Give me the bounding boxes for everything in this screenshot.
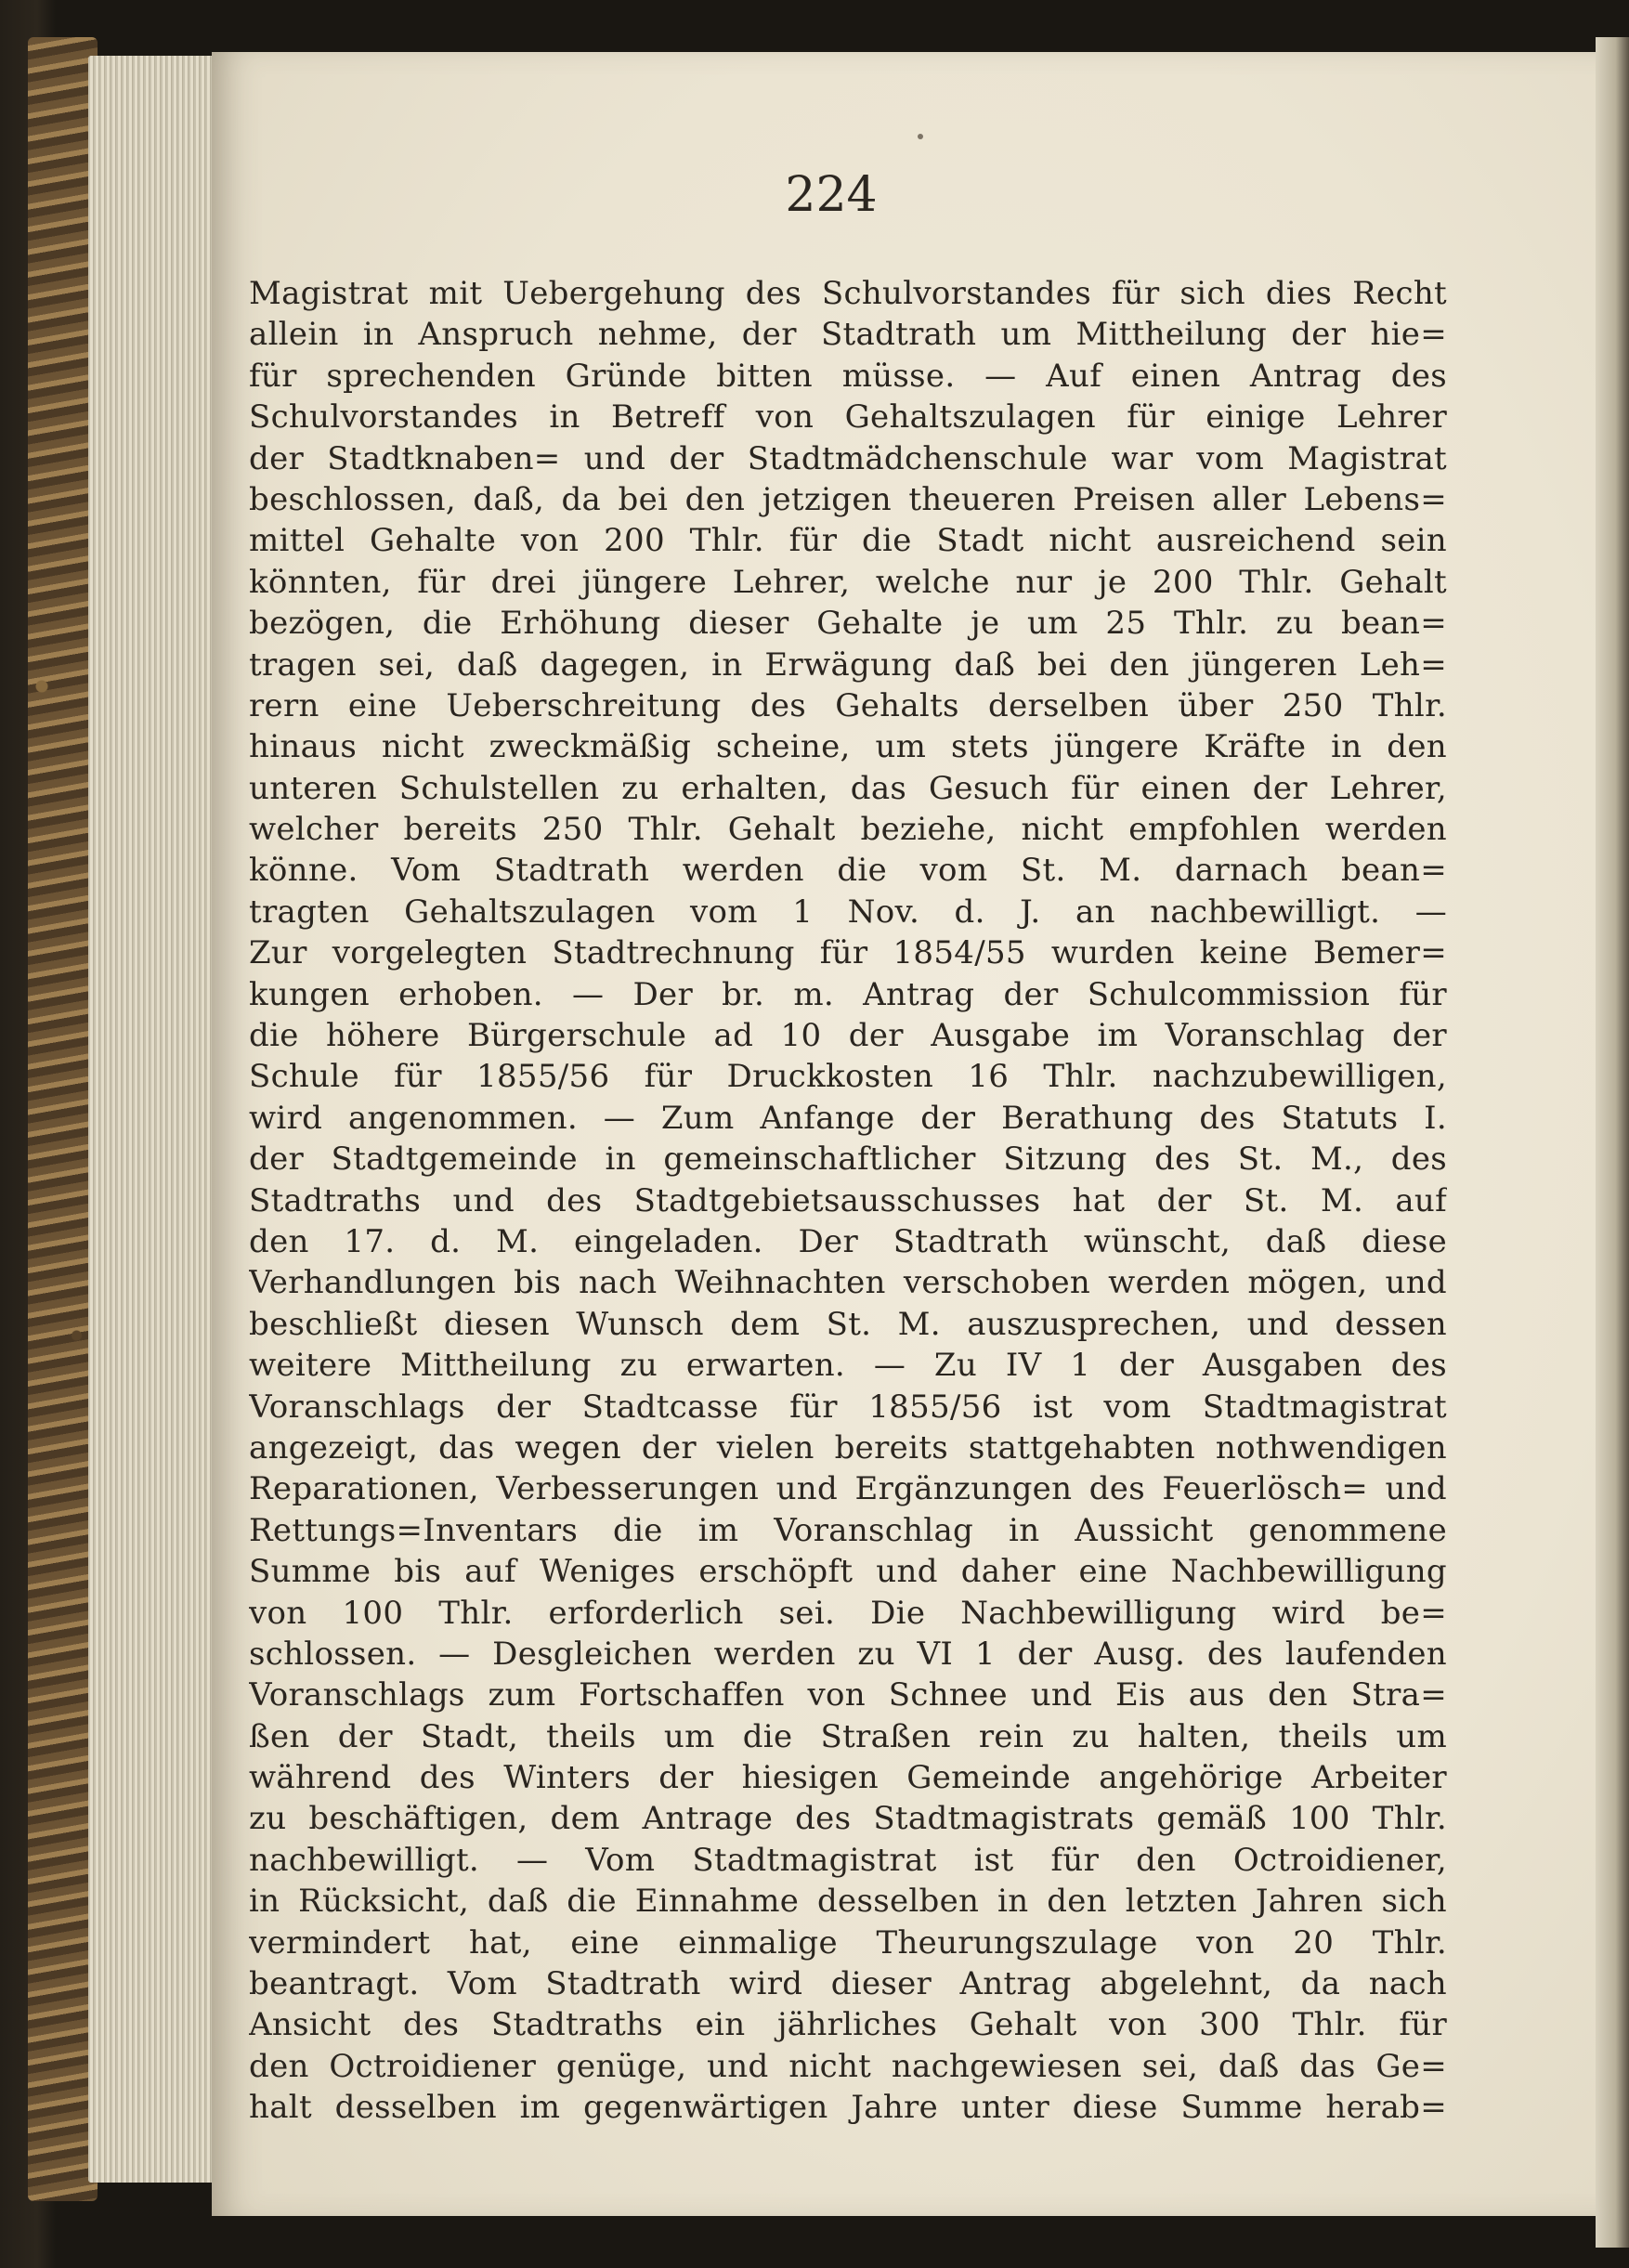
- text-line: welcher bereits 250 Thlr. Gehalt beziehe, nicht empfohlen werden: [249, 811, 1447, 849]
- text-line: angezeigt, das wegen der vielen bereits stattgehabten nothwendigen: [249, 1428, 1447, 1466]
- text-line: rern eine Ueberschreitung des Gehalts derselben über 250 Thlr.: [249, 686, 1447, 724]
- text-line: zu beschäftigen, dem Antrage des Stadtmagistrats gemäß 100 Thlr.: [249, 1800, 1447, 1838]
- text-line: könnten, für drei jüngere Lehrer, welche nur je 200 Thlr. Gehalt: [249, 563, 1447, 601]
- body-text: [249, 273, 1447, 2129]
- text-line: in Rücksicht, daß die Einnahme desselben in den letzten Jahren sich: [249, 1883, 1447, 1921]
- text-line: die höhere Bürgerschule ad 10 der Ausgabe im Voranschlag der: [249, 1017, 1447, 1055]
- page-right-edge: [1596, 37, 1629, 2248]
- text-line: bezögen, die Erhöhung dieser Gehalte je um 25 Thlr. zu bean=: [249, 605, 1447, 643]
- text-line: der Stadtknaben= und der Stadtmädchenschule war vom Magistrat: [249, 439, 1447, 477]
- text-line: Summe bis auf Weniges erschöpft und daher eine Nachbewilligung: [249, 1553, 1447, 1591]
- text-line: von 100 Thlr. erforderlich sei. Die Nachbewilligung wird be=: [249, 1594, 1447, 1632]
- text-line: Rettungs=Inventars die im Voranschlag in Aussicht genommene: [249, 1511, 1447, 1549]
- text-line: Magistrat mit Uebergehung des Schulvorstandes für sich dies Recht: [249, 275, 1447, 312]
- text-line: der Stadtgemeinde in gemeinschaftlicher Sitzung des St. M., des: [249, 1141, 1447, 1179]
- page-stack-edges: [88, 56, 218, 2183]
- text-line: Zur vorgelegten Stadtrechnung für 1854/55 wurden keine Bemer=: [249, 934, 1447, 972]
- text-line: könne. Vom Stadtrath werden die vom St. M. darnach bean=: [249, 852, 1447, 890]
- text-line: unteren Schulstellen zu erhalten, das Gesuch für einen der Lehrer,: [249, 769, 1447, 807]
- book-cover-edge: [28, 37, 98, 2201]
- text-line: schlossen. — Desgleichen werden zu VI 1 der Ausg. des laufenden: [249, 1635, 1447, 1673]
- text-line: nachbewilligt. — Vom Stadtmagistrat ist für den Octroidiener,: [249, 1841, 1447, 1879]
- text-line: Verhandlungen bis nach Weihnachten verschoben werden mögen, und: [249, 1264, 1447, 1302]
- text-line: tragten Gehaltszulagen vom 1 Nov. d. J. an nachbewilligt. —: [249, 893, 1447, 931]
- ink-speck: [918, 134, 923, 139]
- text-line: tragen sei, daß dagegen, in Erwägung daß bei den jüngeren Leh=: [249, 645, 1447, 684]
- text-line: hinaus nicht zweckmäßig scheine, um stets jüngere Kräfte in den: [249, 728, 1447, 766]
- text-line: kungen erhoben. — Der br. m. Antrag der Schulcommission für: [249, 975, 1447, 1013]
- text-line: für sprechenden Gründe bitten müsse. — Auf einen Antrag des: [249, 357, 1447, 395]
- text-line: beschließt diesen Wunsch dem St. M. auszusprechen, und dessen: [249, 1305, 1447, 1343]
- text-line: den 17. d. M. eingeladen. Der Stadtrath wünscht, daß diese: [249, 1222, 1447, 1260]
- page-number: 224: [785, 167, 878, 223]
- text-line: Voranschlags zum Fortschaffen von Schnee und Eis aus den Stra=: [249, 1676, 1447, 1714]
- text-line: während des Winters der hiesigen Gemeinde angehörige Arbeiter: [249, 1759, 1447, 1797]
- text-line: wird angenommen. — Zum Anfange der Berathung des Statuts I.: [249, 1099, 1447, 1137]
- text-line: Schule für 1855/56 für Druckkosten 16 Thlr. nachzubewilligen,: [249, 1058, 1447, 1096]
- text-line: Voranschlags der Stadtcasse für 1855/56 ist vom Stadtmagistrat: [249, 1388, 1447, 1426]
- text-line: halt desselben im gegenwärtigen Jahre unter diese Summe herab=: [249, 2089, 1447, 2127]
- text-line: Schulvorstandes in Betreff von Gehaltszulagen für einige Lehrer: [249, 398, 1447, 437]
- text-line: Reparationen, Verbesserungen und Ergänzungen des Feuerlösch= und: [249, 1470, 1447, 1508]
- text-line: mittel Gehalte von 200 Thlr. für die Stadt nicht ausreichend sein: [249, 522, 1447, 560]
- text-line: den Octroidiener genüge, und nicht nachgewiesen sei, daß das Ge=: [249, 2047, 1447, 2085]
- text-line: beschlossen, daß, da bei den jetzigen theueren Preisen aller Lebens=: [249, 480, 1447, 518]
- text-line: Ansicht des Stadtraths ein jährliches Gehalt von 300 Thlr. für: [249, 2006, 1447, 2044]
- text-line: ßen der Stadt, theils um die Straßen rein zu halten, theils um: [249, 1717, 1447, 1755]
- text-line: Stadtraths und des Stadtgebietsausschusses hat der St. M. auf: [249, 1181, 1447, 1219]
- text-line: beantragt. Vom Stadtrath wird dieser Antrag abgelehnt, da nach: [249, 1965, 1447, 2003]
- text-line: weitere Mittheilung zu erwarten. — Zu IV 1 der Ausgaben des: [249, 1347, 1447, 1385]
- text-line: allein in Anspruch nehme, der Stadtrath um Mittheilung der hie=: [249, 316, 1447, 354]
- text-line: vermindert hat, eine einmalige Theurungszulage von 20 Thlr.: [249, 1923, 1447, 1962]
